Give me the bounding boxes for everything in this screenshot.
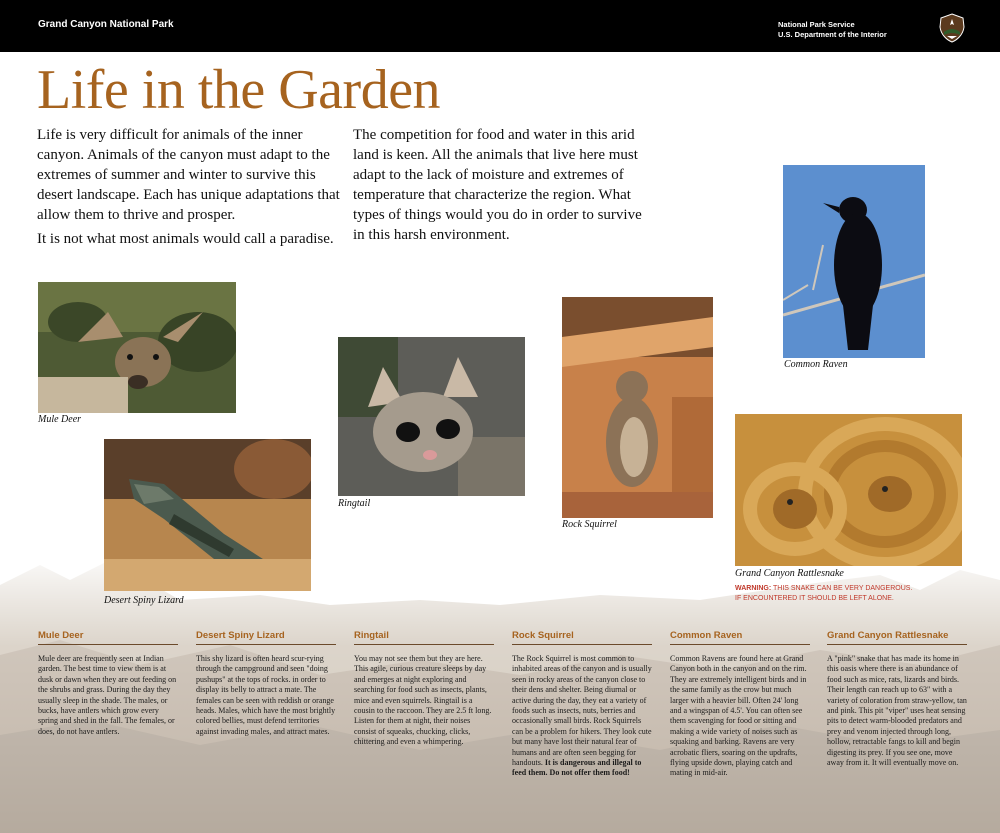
info-body: This shy lizard is often heard scur-rying through the campground and seen "doing pushups" at the tops of rocks. in order to display its belly to attract a mate. The females can be seen with reddish or orange heads. Males, which have the most brightly colored bellies, must defend territories against invading males, and attract mates. bbox=[196, 654, 336, 736]
ringtail-photo bbox=[338, 337, 525, 496]
warning-line-2: IF ENCOUNTERED IT SHOULD BE LEFT ALONE. bbox=[735, 595, 894, 602]
mule-deer-photo bbox=[38, 282, 236, 413]
info-heading: Desert Spiny Lizard bbox=[196, 630, 336, 645]
info-body: Mule deer are frequently seen at Indian garden. The best time to view them is at dusk or dawn when they are out feeding on the shrubs and grass. During the day they usually sleep in the shade. The males, or bucks, have antlers which grow every spring and shed in the fall. The females, or does, do not have antlers. bbox=[38, 654, 177, 736]
rock-squirrel-photo bbox=[562, 297, 713, 518]
info-column-rock-squirrel bbox=[512, 630, 652, 779]
caption-rattlesnake: Grand Canyon Rattlesnake bbox=[735, 568, 844, 579]
agency-line-2: U.S. Department of the Interior bbox=[778, 30, 887, 39]
header-bar bbox=[0, 0, 1000, 52]
info-body-bold: It is dangerous and illegal to feed them. Do not offer them food! bbox=[512, 758, 642, 778]
intro-paragraph: The competition for food and water in this arid land is keen. All the animals that live here must adapt to the lack of moisture and extremes of temperature that characterize the region. What types of things would you do in order to survive in this harsh environment. bbox=[353, 127, 642, 243]
info-heading: Rock Squirrel bbox=[512, 630, 652, 645]
intro-paragraph: It is not what most animals would call a paradise. bbox=[37, 231, 334, 247]
info-heading: Mule Deer bbox=[38, 630, 178, 645]
info-column-mule-deer bbox=[38, 630, 178, 737]
info-column-rattlesnake bbox=[827, 630, 967, 768]
caption-rock-squirrel: Rock Squirrel bbox=[562, 519, 617, 530]
caption-ringtail: Ringtail bbox=[338, 498, 371, 509]
intro-left bbox=[37, 125, 342, 253]
warning-label: WARNING: bbox=[735, 585, 772, 592]
intro-paragraph: Life is very difficult for animals of the inner canyon. Animals of the canyon must adapt to the extremes of summer and winter to survive this desert landscape. Each has unique adaptations that allow them to thrive and prosper. bbox=[37, 127, 340, 223]
park-name: Grand Canyon National Park bbox=[38, 19, 174, 30]
info-heading: Common Raven bbox=[670, 630, 810, 645]
info-column-common-raven bbox=[670, 630, 810, 779]
agency-line-1: National Park Service bbox=[778, 20, 855, 29]
caption-common-raven: Common Raven bbox=[784, 359, 848, 370]
info-body: You may not see them but they are here. This agile, curious creature sleeps by day and emerges at night exploring and searching for food such as insects, plants, mice and even squirrels. Ringtail is a cousin to the raccoon. They are 2.5 ft long. Listen for them at night, their noises consist of squeaks, chucking, clicks, chittering and even a whimpering. bbox=[354, 654, 492, 747]
info-heading: Ringtail bbox=[354, 630, 494, 645]
agency-label bbox=[778, 20, 887, 40]
info-body: A "pink" snake that has made its home in this oasis where there is an abundance of food such as mice, rats, lizards and birds. Their length can reach up to 63" with a variety of coloration from straw-yellow, tan and pink. This pit "viper" uses heat sensing pits to detect warm-blooded predators and prey and venom injected through long, hollow, retractable fangs to kill and begin digesting its prey. If you see one, move away from it. It will eventually move on. bbox=[827, 654, 967, 768]
grand-canyon-rattlesnake-photo bbox=[735, 414, 962, 566]
page-title: Life in the Garden bbox=[37, 59, 441, 121]
common-raven-photo bbox=[783, 165, 925, 358]
rattlesnake-warning bbox=[735, 584, 912, 604]
info-heading: Grand Canyon Rattlesnake bbox=[827, 630, 967, 645]
info-column-desert-spiny-lizard bbox=[196, 630, 336, 737]
caption-mule-deer: Mule Deer bbox=[38, 414, 82, 425]
caption-desert-spiny-lizard: Desert Spiny Lizard bbox=[104, 595, 184, 606]
desert-spiny-lizard-photo bbox=[104, 439, 311, 591]
info-body bbox=[512, 654, 652, 779]
info-body-text: The Rock Squirrel is most common to inhabited areas of the canyon and is usually seen in rocky areas of the canyon close to their dens and shelter. Being diurnal or active during the day, they eat a variety of foods such as insects, nuts, berries and occasionally small birds. Rock Squirrels can be a problem for hikers. They look cute but many have lost their natural fear of humans and are often seen begging for handouts. bbox=[512, 654, 652, 768]
info-column-ringtail bbox=[354, 630, 494, 748]
intro-right bbox=[353, 125, 653, 249]
warning-line-1: THIS SNAKE CAN BE VERY DANGEROUS. bbox=[773, 585, 913, 592]
arrowhead-icon bbox=[939, 13, 965, 43]
info-body: Common Ravens are found here at Grand Canyon both in the canyon and on the rim. They are extremely intelligent birds and in the same family as the crow but much larger with a heavier bill. Often 24' long and a wingspan of 4.5'. You can often see them scavenging for food or sitting and making a wide variety of noises such as squaking and barking. Ravens are very acrobatic fliers, soaring on the updrafts, flying upside down, playing catch and mating in mid-air. bbox=[670, 654, 807, 778]
